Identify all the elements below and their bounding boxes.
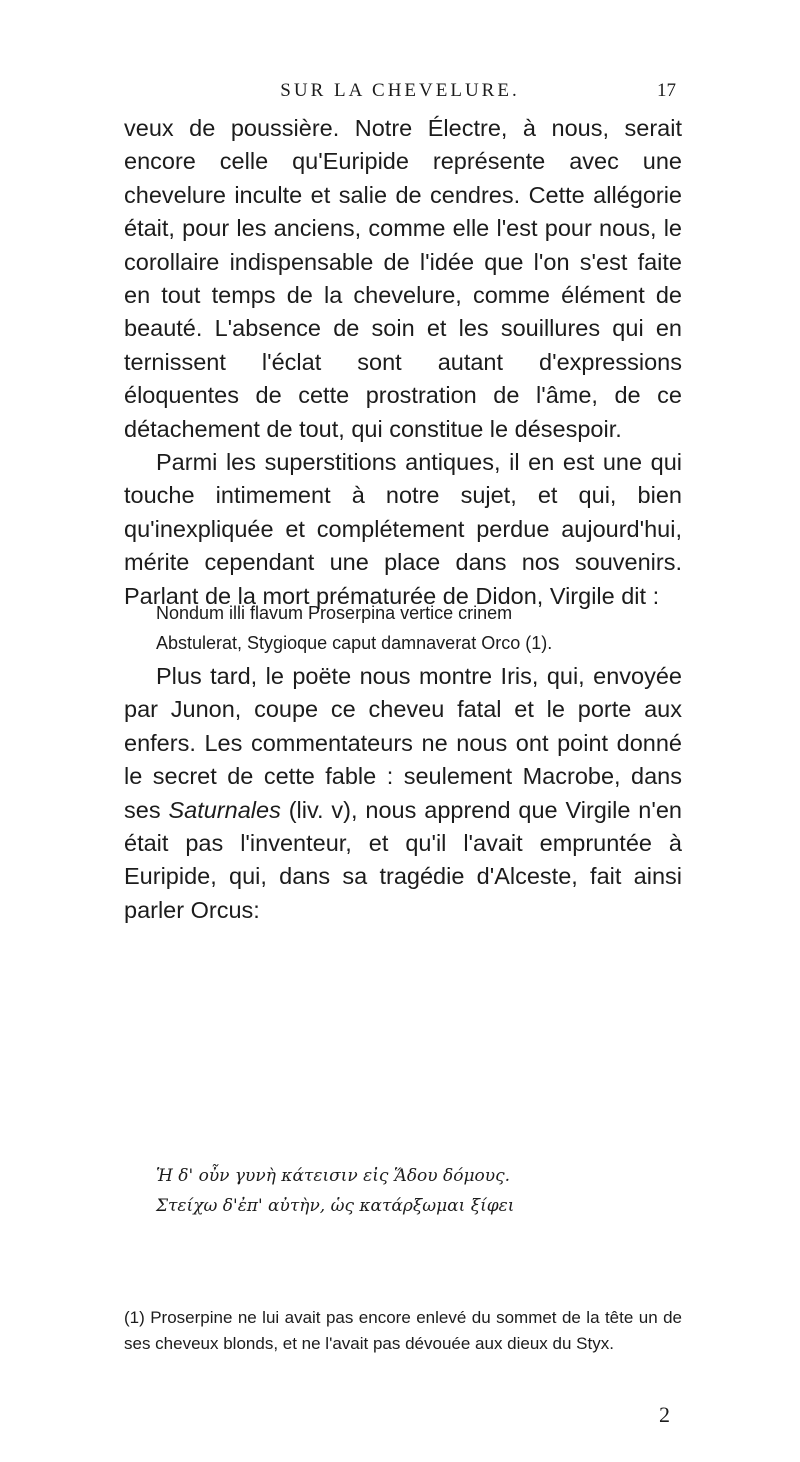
- page-number: 17: [657, 80, 676, 101]
- paragraph-3: [124, 660, 682, 927]
- greek-verse-quote: [156, 1161, 686, 1221]
- latin-verse-line-2: Abstulerat, Stygioque caput damnaverat Orco (1).: [156, 633, 553, 653]
- signature-mark: 2: [659, 1402, 670, 1427]
- paragraph-3-part-1: Plus tard, le poëte nous montre Iris, qui, envoyée par Junon, coupe ce cheveu fatal et le porte aux enfers. Les commentateurs ne nous ont point donné le secret de cette fable : seulement Macrobe, dans ses: [124, 663, 682, 823]
- paragraph-3-part-2: (liv. v), nous apprend que Virgile n'en était pas l'inventeur, et qu'il l'avait empruntée à Euripide, qui, dans sa tragédie d'Alceste, fait ainsi parler Orcus:: [124, 796, 682, 923]
- latin-verse-line-1: Nondum illi flavum Proserpina vertice crinem: [156, 603, 513, 623]
- greek-verse-line-2: Στείχω δ'ἐπ' αὐτὴν, ὡς κατάρξωμαι ξίφει: [156, 1196, 515, 1216]
- paragraph-1: veux de poussière. Notre Électre, à nous, serait encore celle qu'Euripide représente avec une chevelure inculte et salie de cendres. Cette allégorie était, pour les anciens, comme elle l'est pour nous, le corollaire indispensable de l'idée que l'on s'est faite en tout temps de la chevelure, comme élément de beauté. L'absence de soin et les souillures qui en ternissent l'éclat sont autant d'expressions éloquentes de cette prostration de l'âme, de ce détachement de tout, qui constitue le désespoir.: [124, 115, 682, 442]
- running-title: SUR LA CHEVELURE.: [280, 80, 520, 101]
- paragraph-2: Parmi les superstitions antiques, il en est une qui touche intimement à notre sujet, et qui, bien qu'inexpliquée et complétement perdue aujourd'hui, mérite cependant une place dans nos souvenirs. Parlant de la mort prématurée de Didon, Virgile dit :: [124, 449, 682, 609]
- main-text-block: [124, 112, 682, 613]
- work-title-saturnales: Saturnales: [168, 796, 281, 823]
- latin-verse-quote: [156, 598, 686, 658]
- greek-verse-line-1: Ἡ δ' οὖν γυνὴ κάτεισιν εἰς Ἅδου δόμους.: [156, 1166, 511, 1186]
- footnote: (1) Proserpine ne lui avait pas encore enlevé du sommet de la tête un de ses cheveux blonds, et ne l'avait pas dévouée aux dieux du Styx.: [124, 1308, 682, 1353]
